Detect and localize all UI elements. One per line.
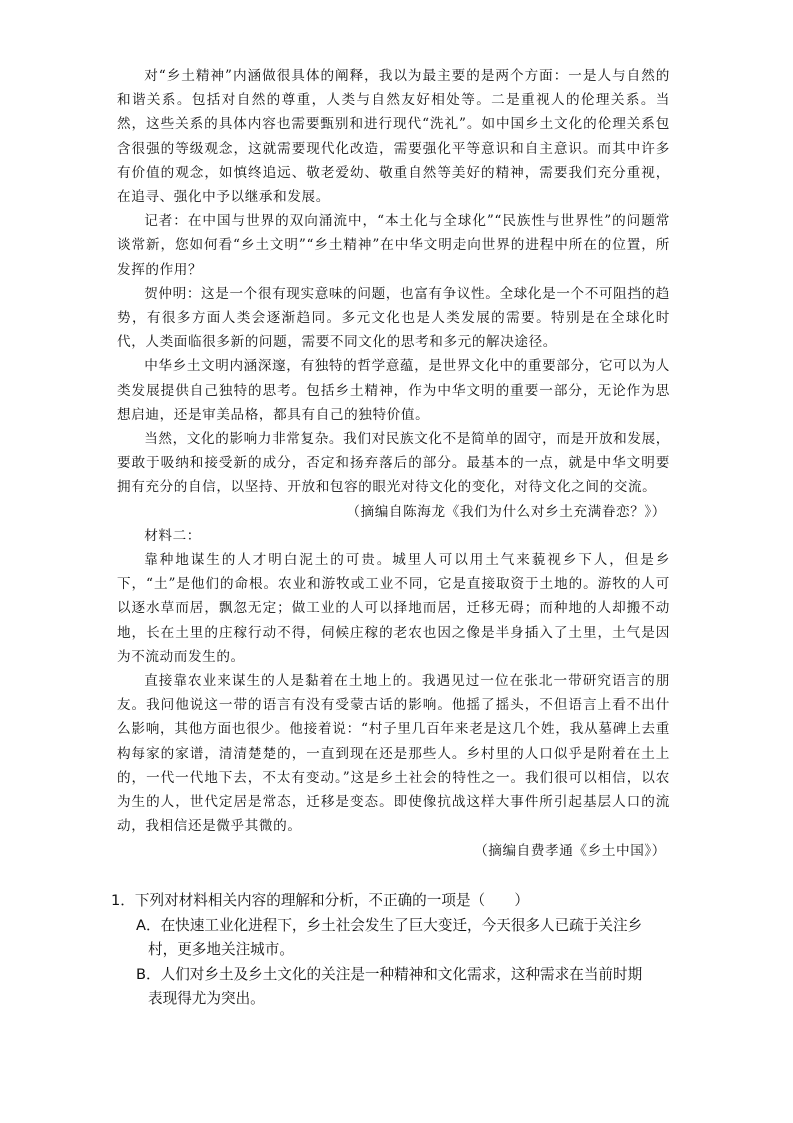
material-label: 材料二： — [144, 527, 201, 544]
option-text: 表现得尤为突出。 — [148, 990, 265, 1007]
passage-paragraph: 直接靠农业来谋生的人是黏着在土地上的。我遇见过一位在张北一带研究语言的朋友。我问他说这一带的语言有没有受蒙古话的影响。他摇了摇头，不但语言上看不出什么影响，其他方面也很少。他接着说：“村子里几百年来老是这几个姓，我从墓碑上去重构每家的家谱，清清楚楚的，一直到现在还是那些人。乡村里的人口似乎是附着在土上的，一代一代地下去，不太有变动。”这是乡土社会的特性之一。我们很可以相信，以农为生的人，世代定居是常态，迁移是变态。即使像抗战这样大事件所引起基层人口的流动，我相信还是微乎其微的。 — [117, 673, 670, 835]
question-stem: 1．下列对材料相关内容的理解和分析，不正确的一项是（ ） — [111, 892, 529, 909]
passage-paragraph: 靠种地谋生的人才明白泥土的可贵。城里人可以用土气来藐视乡下人，但是乡下，“土”是他们的命根。农业和游牧或工业不同，它是直接取资于土地的。游牧的人可以逐水草而居，飘忽无定；做工业的人可以择地而居，迁移无碍；而种地的人却搬不动地，长在土里的庄稼行动不得，伺候庄稼的老农也因之像是半身插入了土里，土气是因为不流动而发生的。 — [117, 552, 670, 665]
source-citation: （摘编自费孝通《乡土中国》） — [474, 842, 666, 859]
reading-passage — [117, 64, 670, 863]
option-text: 村，更多地关注城市。 — [148, 941, 294, 958]
question-block — [111, 889, 681, 1012]
source-citation: （摘编自陈海龙《我们为什么对乡土充满眷恋？》） — [346, 503, 666, 520]
passage-paragraph: 贺仲明：这是一个很有现实意味的问题，也富有争议性。全球化是一个不可阻挡的趋势，有很多方面人类会逐渐趋同。多元文化也是人类发展的需要。特别是在全球化时代，人类面临很多新的问题，需要不同文化的思考和多元的解决途径。 — [117, 285, 670, 351]
passage-paragraph: 当然，文化的影响力非常复杂。我们对民族文化不是简单的固守，而是开放和发展，要敢于吸纳和接受新的成分，否定和扬弃落后的部分。最基本的一点，就是中华文明要拥有充分的自信，以坚持、开放和包容的眼光对待文化的变化，对待文化之间的交流。 — [117, 431, 670, 496]
passage-paragraph: 中华乡土文明内涵深邃，有独特的哲学意蕴，是世界文化中的重要部分，它可以为人类发展提供自己独特的思考。包括乡土精神，作为中华文明的重要一部分，无论作为思想启迪，还是审美品格，都具有自己的独特价值。 — [117, 358, 670, 423]
answer-option-b[interactable] — [111, 963, 681, 1012]
option-text: A．在快速工业化进程下，乡土社会发生了巨大变迁，今天很多人已疏于关注乡 — [136, 916, 643, 934]
passage-paragraph: 记者：在中国与世界的双向涌流中，“本土化与全球化”“民族性与世界性”的问题常谈常新，您如何看“乡土文明”“乡土精神”在中华文明走向世界的进程中所在的位置，所发挥的作用？ — [117, 213, 670, 278]
option-text: B．人们对乡土及乡土文化的关注是一种精神和文化需求，这种需求在当前时期 — [136, 965, 643, 983]
passage-paragraph: 对“乡土精神”内涵做很具体的阐释，我以为最主要的是两个方面：一是人与自然的和谐关系。包括对自然的尊重，人类与自然友好相处等。二是重视人的伦理关系。当然，这些关系的具体内容也需要甄别和进行现代“洗礼”。如中国乡土文化的伦理关系包含很强的等级观念，这就需要现代化改造，需要强化平等意识和自主意识。而其中许多有价值的观念，如慎终追远、敬老爱幼、敬重自然等美好的精神，需要我们充分重视，在追寻、强化中予以继承和发展。 — [117, 68, 670, 206]
answer-option-a[interactable] — [111, 914, 681, 963]
